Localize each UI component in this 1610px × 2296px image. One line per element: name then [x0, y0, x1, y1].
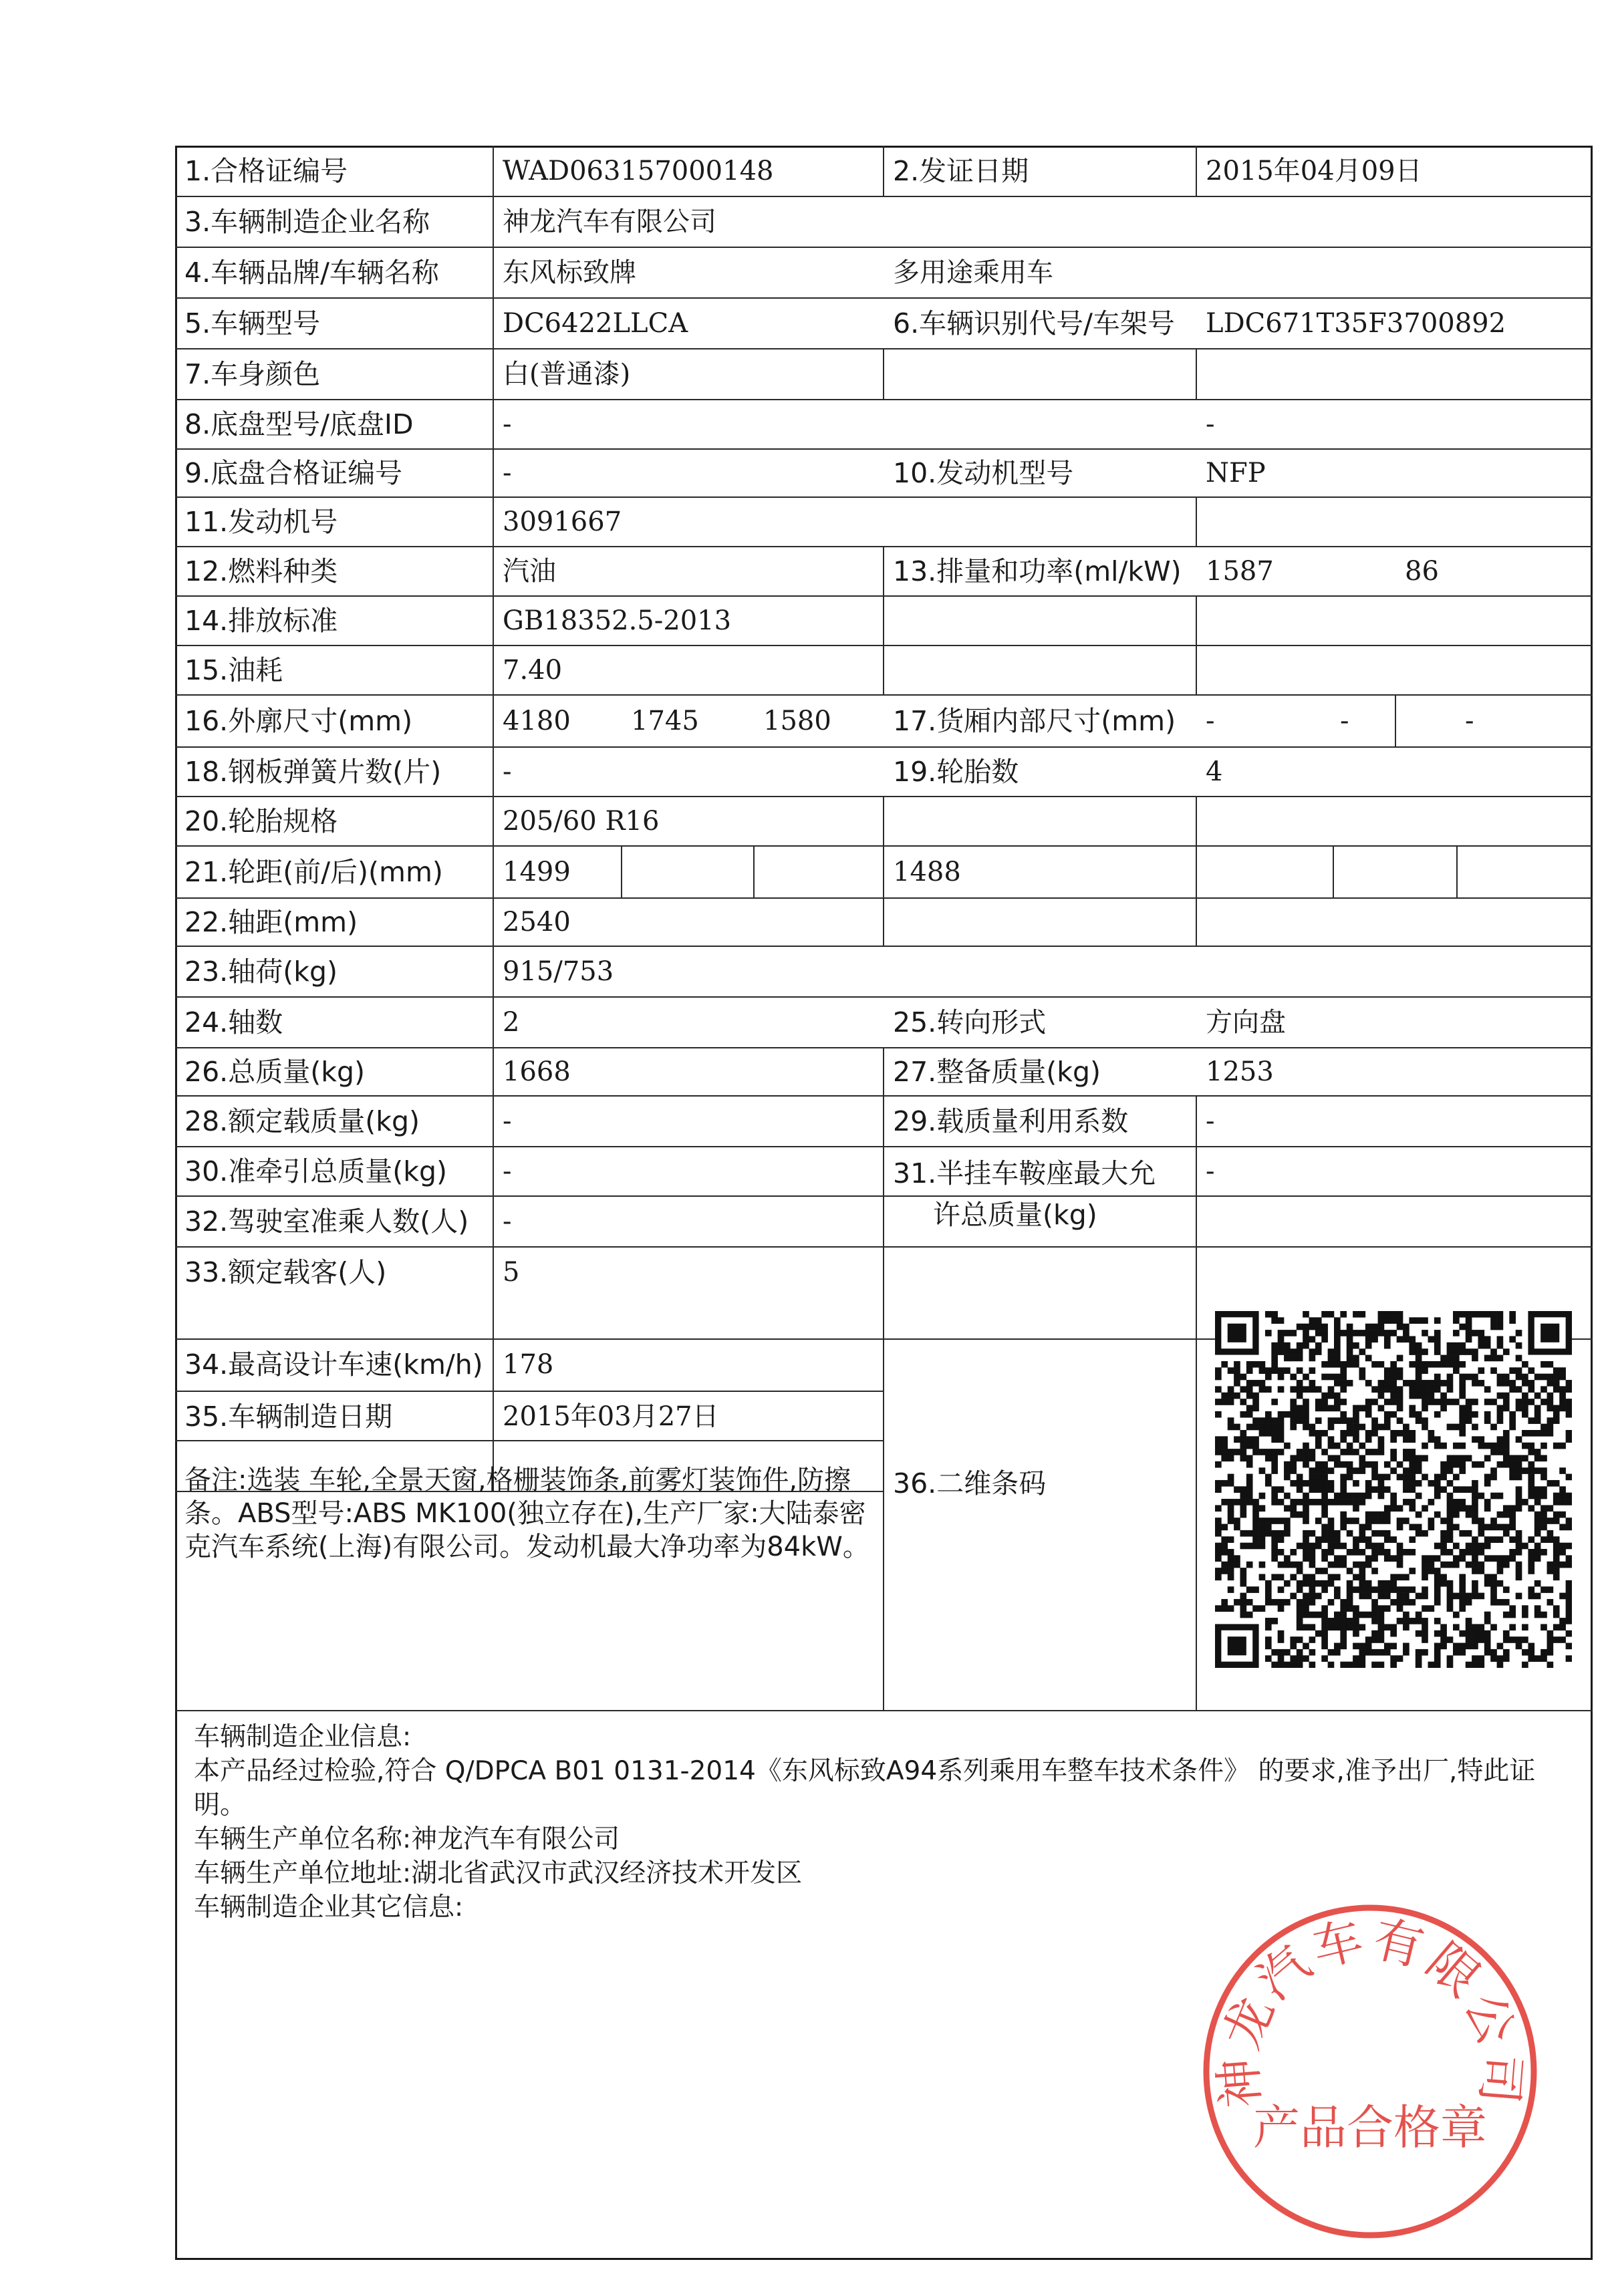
field-value: 2015年04月09日: [1206, 156, 1422, 186]
grid-line: [1196, 797, 1197, 846]
field-value: 1580: [763, 706, 831, 736]
field-label: 23.轴荷(kg): [184, 956, 338, 988]
grid-line: [1456, 846, 1458, 898]
field-label: 25.转向形式: [893, 1006, 1047, 1038]
grid-line: [883, 349, 884, 400]
field-value: WAD063157000148: [503, 156, 774, 186]
field-label: 30.准牵引总质量(kg): [184, 1155, 447, 1187]
field-value: 7.40: [503, 655, 563, 686]
field-label: 35.车辆制造日期: [184, 1401, 393, 1433]
field-label: 19.轮胎数: [893, 756, 1019, 788]
seal-company-text: 神龙汽车有限公司: [1209, 1910, 1531, 2110]
grid-line: [1196, 596, 1197, 645]
grid-line: [1196, 146, 1197, 196]
grid-line: [493, 146, 494, 1491]
company-seal-stamp: [1196, 1898, 1544, 2245]
other-info: 车辆制造企业其它信息:: [194, 1892, 464, 1922]
field-value: 1253: [1206, 1056, 1274, 1087]
field-value: 4: [1206, 756, 1223, 787]
field-label: 27.整备质量(kg): [893, 1056, 1101, 1088]
grid-line: [883, 645, 884, 695]
field-value: -: [503, 458, 512, 488]
field-value: LDC671T35F3700892: [1206, 308, 1506, 339]
field-value: -: [1206, 409, 1215, 440]
field-label: 8.底盘型号/底盘ID: [184, 408, 414, 440]
field-label: 36.二维条码: [893, 1467, 1047, 1499]
field-value: -: [1340, 706, 1349, 736]
field-value: 1488: [893, 857, 961, 887]
grid-line: [883, 1147, 884, 1196]
grid-line: [883, 1247, 884, 1711]
grid-line: [175, 448, 1593, 450]
field-label: 32.驾驶室准乘人数(人): [184, 1205, 469, 1238]
field-label: 26.总质量(kg): [184, 1056, 365, 1088]
grid-line: [753, 846, 755, 898]
field-value: 白(普通漆): [503, 359, 631, 390]
producer-address: 车辆生产单位地址:湖北省武汉市武汉经济技术开发区: [194, 1858, 803, 1888]
field-value: 2540: [503, 907, 571, 938]
field-label: 34.最高设计车速(km/h): [184, 1348, 483, 1381]
field-value: 1745: [631, 706, 699, 736]
grid-line: [883, 797, 884, 846]
remarks-text: 备注:选装 车轮,全景天窗,格栅装饰条,前雾灯装饰件,防擦条。ABS型号:ABS MK100(独立存在),生产厂家:大陆泰密克汽车系统(上海)有限公司。发动机最大净功率为84kW。: [184, 1465, 869, 1562]
grid-line: [175, 297, 1593, 299]
field-label: 14.排放标准: [184, 605, 338, 637]
field-value: -: [503, 409, 512, 440]
field-value: 4180: [503, 706, 571, 736]
grid-line: [883, 1048, 884, 1096]
grid-line: [175, 496, 1593, 498]
field-value: -: [1465, 706, 1474, 736]
grid-line: [175, 746, 1593, 748]
grid-line: [175, 1338, 884, 1340]
field-label: 15.油耗: [184, 654, 283, 686]
field-label: 33.额定载客(人): [184, 1256, 387, 1288]
field-label: 21.轮距(前/后)(mm): [184, 856, 443, 888]
field-value: 2015年03月27日: [503, 1401, 719, 1432]
grid-line: [1196, 1247, 1197, 1711]
grid-line: [1196, 349, 1197, 400]
field-label: 3.车辆制造企业名称: [184, 206, 430, 238]
grid-line: [883, 1196, 884, 1247]
field-value: 205/60 R16: [503, 806, 660, 837]
inspection-statement: 本产品经过检验,符合 Q/DPCA B01 0131-2014《东风标致A94系列乘用车整车技术条件》 的要求,准予出厂,特此证明。: [194, 1756, 1536, 1820]
field-label: 28.额定载质量(kg): [184, 1105, 420, 1137]
manufacturer-info-heading: 车辆制造企业信息:: [194, 1722, 412, 1752]
field-value: -: [1206, 1156, 1215, 1187]
field-value: -: [1206, 1106, 1215, 1137]
field-label: 许总质量(kg): [933, 1199, 1097, 1231]
field-label: 2.发证日期: [893, 155, 1029, 187]
grid-line: [883, 898, 884, 946]
grid-line: [1196, 898, 1197, 946]
grid-line: [883, 146, 884, 196]
grid-line: [883, 596, 884, 645]
field-value: 3091667: [503, 507, 622, 537]
grid-line: [883, 547, 884, 596]
field-value: 178: [503, 1349, 554, 1380]
field-label: 31.半挂车鞍座最大允: [893, 1157, 1156, 1189]
field-label: 20.轮胎规格: [184, 805, 338, 837]
grid-line: [175, 1391, 884, 1392]
qr-code-image: [1215, 1311, 1572, 1668]
field-label: 1.合格证编号: [184, 155, 348, 187]
field-label: 9.底盘合格证编号: [184, 457, 403, 489]
producer-name: 车辆生产单位名称:神龙汽车有限公司: [194, 1824, 620, 1854]
field-value: -: [1206, 706, 1215, 736]
field-label: 6.车辆识别代号/车架号: [893, 307, 1175, 339]
field-value: 2: [503, 1007, 520, 1038]
field-label: 17.货厢内部尺寸(mm): [893, 705, 1176, 737]
field-value: 多用途乘用车: [893, 257, 1053, 288]
field-value: 方向盘: [1206, 1007, 1286, 1038]
field-label: 12.燃料种类: [184, 555, 338, 587]
field-label: 10.发动机型号: [893, 457, 1074, 489]
field-value: -: [503, 1206, 512, 1237]
field-label: 5.车辆型号: [184, 307, 321, 339]
manufacturer-info: [194, 1720, 1577, 1924]
grid-line: [1196, 1096, 1197, 1147]
field-value: 东风标致牌: [503, 257, 636, 288]
field-label: 18.钢板弹簧片数(片): [184, 756, 442, 788]
field-value: NFP: [1206, 458, 1266, 488]
field-value: 5: [503, 1257, 520, 1288]
grid-line: [1196, 1147, 1197, 1196]
field-label: 22.轴距(mm): [184, 906, 358, 938]
field-value: 1499: [503, 857, 571, 887]
field-label: 7.车身颜色: [184, 358, 321, 390]
field-value: 神龙汽车有限公司: [503, 206, 716, 237]
grid-line: [1196, 497, 1197, 547]
field-label: 11.发动机号: [184, 506, 338, 538]
field-label: 29.载质量利用系数: [893, 1105, 1129, 1137]
field-label: 4.车辆品牌/车辆名称: [184, 257, 439, 289]
grid-line: [175, 996, 1593, 998]
seal-title-text: 产品合格章: [1253, 2100, 1487, 2155]
grid-line: [1196, 846, 1197, 898]
field-value: 汽油: [503, 556, 556, 587]
grid-line: [1196, 1196, 1197, 1247]
grid-line: [883, 846, 884, 898]
field-value: 1587: [1206, 556, 1274, 587]
field-value: 1668: [503, 1056, 571, 1087]
grid-line: [1395, 695, 1396, 747]
field-value: 86: [1405, 556, 1439, 587]
field-value: GB18352.5-2013: [503, 605, 732, 636]
field-value: -: [503, 756, 512, 787]
grid-line: [883, 1096, 884, 1147]
grid-line: [175, 247, 1593, 248]
grid-line: [1196, 645, 1197, 695]
field-label: 16.外廓尺寸(mm): [184, 705, 413, 737]
field-label: 13.排量和功率(ml/kW): [893, 555, 1182, 587]
field-value: 915/753: [503, 956, 614, 987]
field-label: 24.轴数: [184, 1006, 283, 1038]
field-value: -: [503, 1156, 512, 1187]
grid-line: [1333, 846, 1334, 898]
field-value: DC6422LLCA: [503, 308, 688, 339]
grid-line: [175, 1440, 884, 1441]
field-value: -: [503, 1106, 512, 1137]
grid-line: [621, 846, 622, 898]
